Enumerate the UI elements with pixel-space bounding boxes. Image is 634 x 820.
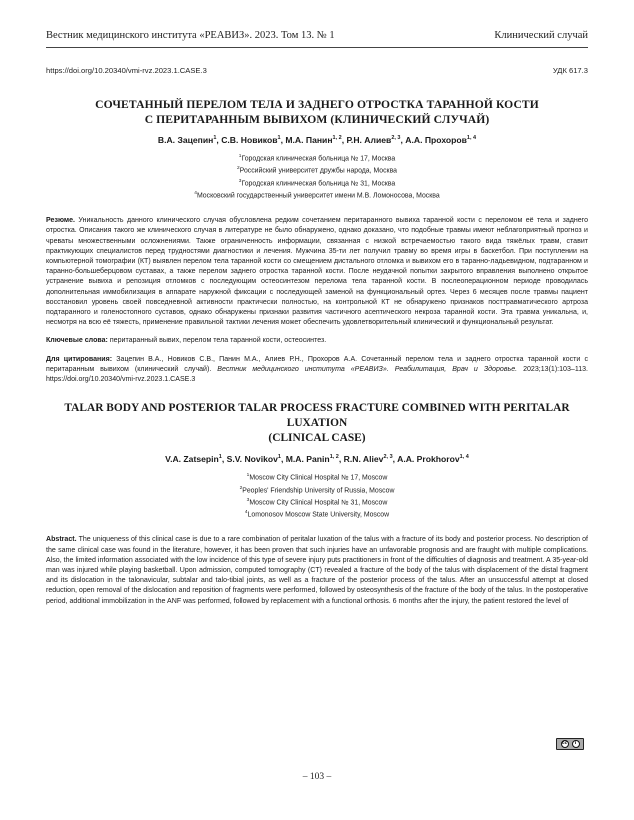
author-en: A.A. Prokhorov$^{1, 4}$ — [397, 454, 469, 465]
cc-circle-icon: cc — [561, 741, 568, 746]
citation-ru-text: Зацепин В.А., Новиков С.В., Панин М.А., Алиев Р.Н., Прохоров А.А. Сочетанный перелом тела и заднего отростка таранной кости с перитаранным вывихом (клинический случай). — [46, 355, 588, 373]
doi-link[interactable]: https://doi.org/10.20340/vmi-rvz.2023.1.CASE.3 — [46, 66, 207, 75]
title-en — [46, 401, 588, 446]
author-ru: С.В. Новиков$^1$, — [221, 135, 286, 145]
author-en: M.A. Panin$^{1, 2}$, — [285, 454, 344, 465]
affiliation-en: $^3$Moscow City Clinical Hospital № 31, Moscow — [246, 497, 388, 507]
title-en-line1: TALAR BODY AND POSTERIOR TALAR PROCESS FRACTURE COMBINED WITH PERITALAR LUXATION — [64, 402, 570, 430]
abstract-ru — [46, 216, 588, 328]
abstract-en-text: The uniqueness of this clinical case is due to a rare combination of peritalar luxation of the talus with a fracture of its body and posterior process. No description of the same clinical case was found in the literature, however, it has been proven that such injuries have an unfavorable prognosis and are fraught with multiple complications. Also, the limited information associated with the low incidence of this type of severe injury puts practitioners in front of the difficulties of diagnosis and treatment. A 35-year-old man was injured while playing basketball. Upon admission, computed tomography (CT) revealed a fracture of the body of the talus with displacement of the distal fragment and its dislocation in the talonavicular, subtalar and talo-tibial joints, as well as a fracture of the posterior process of the talus. After an unsuccessful attempt at closed reduction, open removal of the dislocation and reposition of fragments were performed, followed by osteosynthesis of the fracture of the body of the talus. In the postoperative period, additional immobilization in the ANF was performed, followed by replacement with a functional orthosis. 6 months after the injury, the patient restored the level of — [46, 536, 588, 605]
keywords-ru-label: Ключевые слова: — [46, 337, 108, 345]
keywords-ru-text: перитаранный вывих, перелом тела таранной кости, остеосинтез. — [109, 337, 327, 345]
affiliation-ru: $^4$Московский государственный университет имени М.В. Ломоносова, Москва — [194, 190, 440, 200]
by-person-icon: i — [572, 740, 580, 748]
citation-ru-tail: 2023;13(1):103–113. https://doi.org/10.20340/vmi-rvz.2023.1.CASE.3 — [46, 365, 589, 384]
journal-name: Вестник медицинского института «РЕАВИЗ». 2023. Том 13. № 1 — [46, 30, 335, 41]
cc-by-icon[interactable] — [556, 738, 584, 750]
abstract-ru-label: Резюме. — [46, 217, 75, 225]
meta-line — [46, 66, 588, 75]
abstract-en-label: Abstract. — [46, 536, 77, 544]
page-number: – 103 – — [302, 772, 332, 782]
affiliations-en — [46, 471, 588, 520]
title-ru-line1: СОЧЕТАННЫЙ ПЕРЕЛОМ ТЕЛА И ЗАДНЕГО ОТРОСТКА ТАРАННОЙ КОСТИ — [95, 98, 539, 111]
author-ru: М.А. Панин$^{1, 2}$, — [285, 135, 347, 145]
title-ru-line2: С ПЕРИТАРАННЫМ ВЫВИХОМ (КЛИНИЧЕСКИЙ СЛУЧАЙ) — [144, 113, 490, 126]
citation-ru — [46, 355, 588, 386]
title-en-line2: (CLINICAL CASE) — [268, 432, 366, 445]
author-ru: В.А. Зацепин$^1$, — [157, 135, 222, 145]
affiliation-en: $^1$Moscow City Clinical Hospital № 17, Moscow — [246, 473, 388, 482]
udk-code: УДК 617.3 — [552, 66, 588, 75]
author-en: S.V. Novikov$^1$, — [226, 454, 286, 465]
citation-ru-journal: Вестник медицинского института «РЕАВИЗ». Реабилитация, Врач и Здоровье. — [217, 365, 518, 373]
section-name: Клинический случай — [494, 30, 588, 41]
affiliations-ru — [46, 152, 588, 201]
citation-ru-label: Для цитирования: — [46, 355, 113, 363]
affiliation-en: $^2$Peoples' Friendship University of Russia, Moscow — [239, 485, 395, 494]
title-ru — [46, 97, 588, 127]
affiliation-ru: $^2$Российский университет дружбы народа, Москва — [236, 166, 397, 175]
affiliation-ru: $^1$Городская клиническая больница № 17, Москва — [238, 154, 396, 163]
keywords-ru — [46, 336, 588, 346]
abstract-ru-text: Уникальность данного клинического случая обусловлена редким сочетанием перитаранного вывиха таранной кости с переломом её тела и заднего отростка. Описания такого же клинического случая в литературе не было обнаружено, однако доказано, что подобные травмы имеют неблагоприятный прогноз и чреваты множественными осложнениями. Также ограниченность информации, связанная с низкой встречаемостью такого вида тяжёлых травм, ставит практикующих специалистов перед трудностями диагностики и лечения. Мужчина 35-ти лет получил травму во время игры в баскетбол. При поступлении на компьютерной томографии (КТ) выявлен перелом тела таранной кости со смещением дистального отломка и вывихом его в таранно-ладьевидном, подтаранном и таранно-большеберцовом суставах, а также перелом заднего отростка таранной кости. После неудачной попытки закрытого вправления выполнено открытое устранение вывиха и репозиция отломков с последующим остеосинтезом перелома тела таранной кости. В послеоперационном периоде проводилась дополнительная иммобилизация в аппарате наружной фиксации с последующей заменой на функциональный ортез. Через 6 месяцев после травмы пациент восстановил уровень своей повседневной активности практически полностью, на контрольной КТ не обнаружено признаков посттравматического артроза подтаранного и голеностопного суставов, однако обнаружены признаки развития частичного асептического некроза таранной кости. Эта травма уникальна, и, несмотря на всю её тяжесть, применение правильной тактики лечения может обеспечить удовлетворительный клинический и функциональный результат. — [46, 217, 588, 327]
author-ru: А.А. Прохоров$^{1, 4}$ — [405, 135, 477, 145]
affiliation-en: $^4$Lomonosov Moscow State University, Moscow — [244, 510, 390, 519]
author-en: V.A. Zatsepin$^1$, — [165, 454, 227, 465]
abstract-en — [46, 535, 588, 606]
author-ru: Р.Н. Алиев$^{2, 3}$, — [346, 135, 406, 145]
author-en: R.N. Aliev$^{2, 3}$, — [343, 454, 398, 465]
running-header — [46, 0, 588, 48]
authors-ru — [46, 135, 588, 145]
affiliation-ru: $^3$Городская клиническая больница № 31, Москва — [238, 178, 396, 187]
authors-en — [46, 454, 588, 464]
